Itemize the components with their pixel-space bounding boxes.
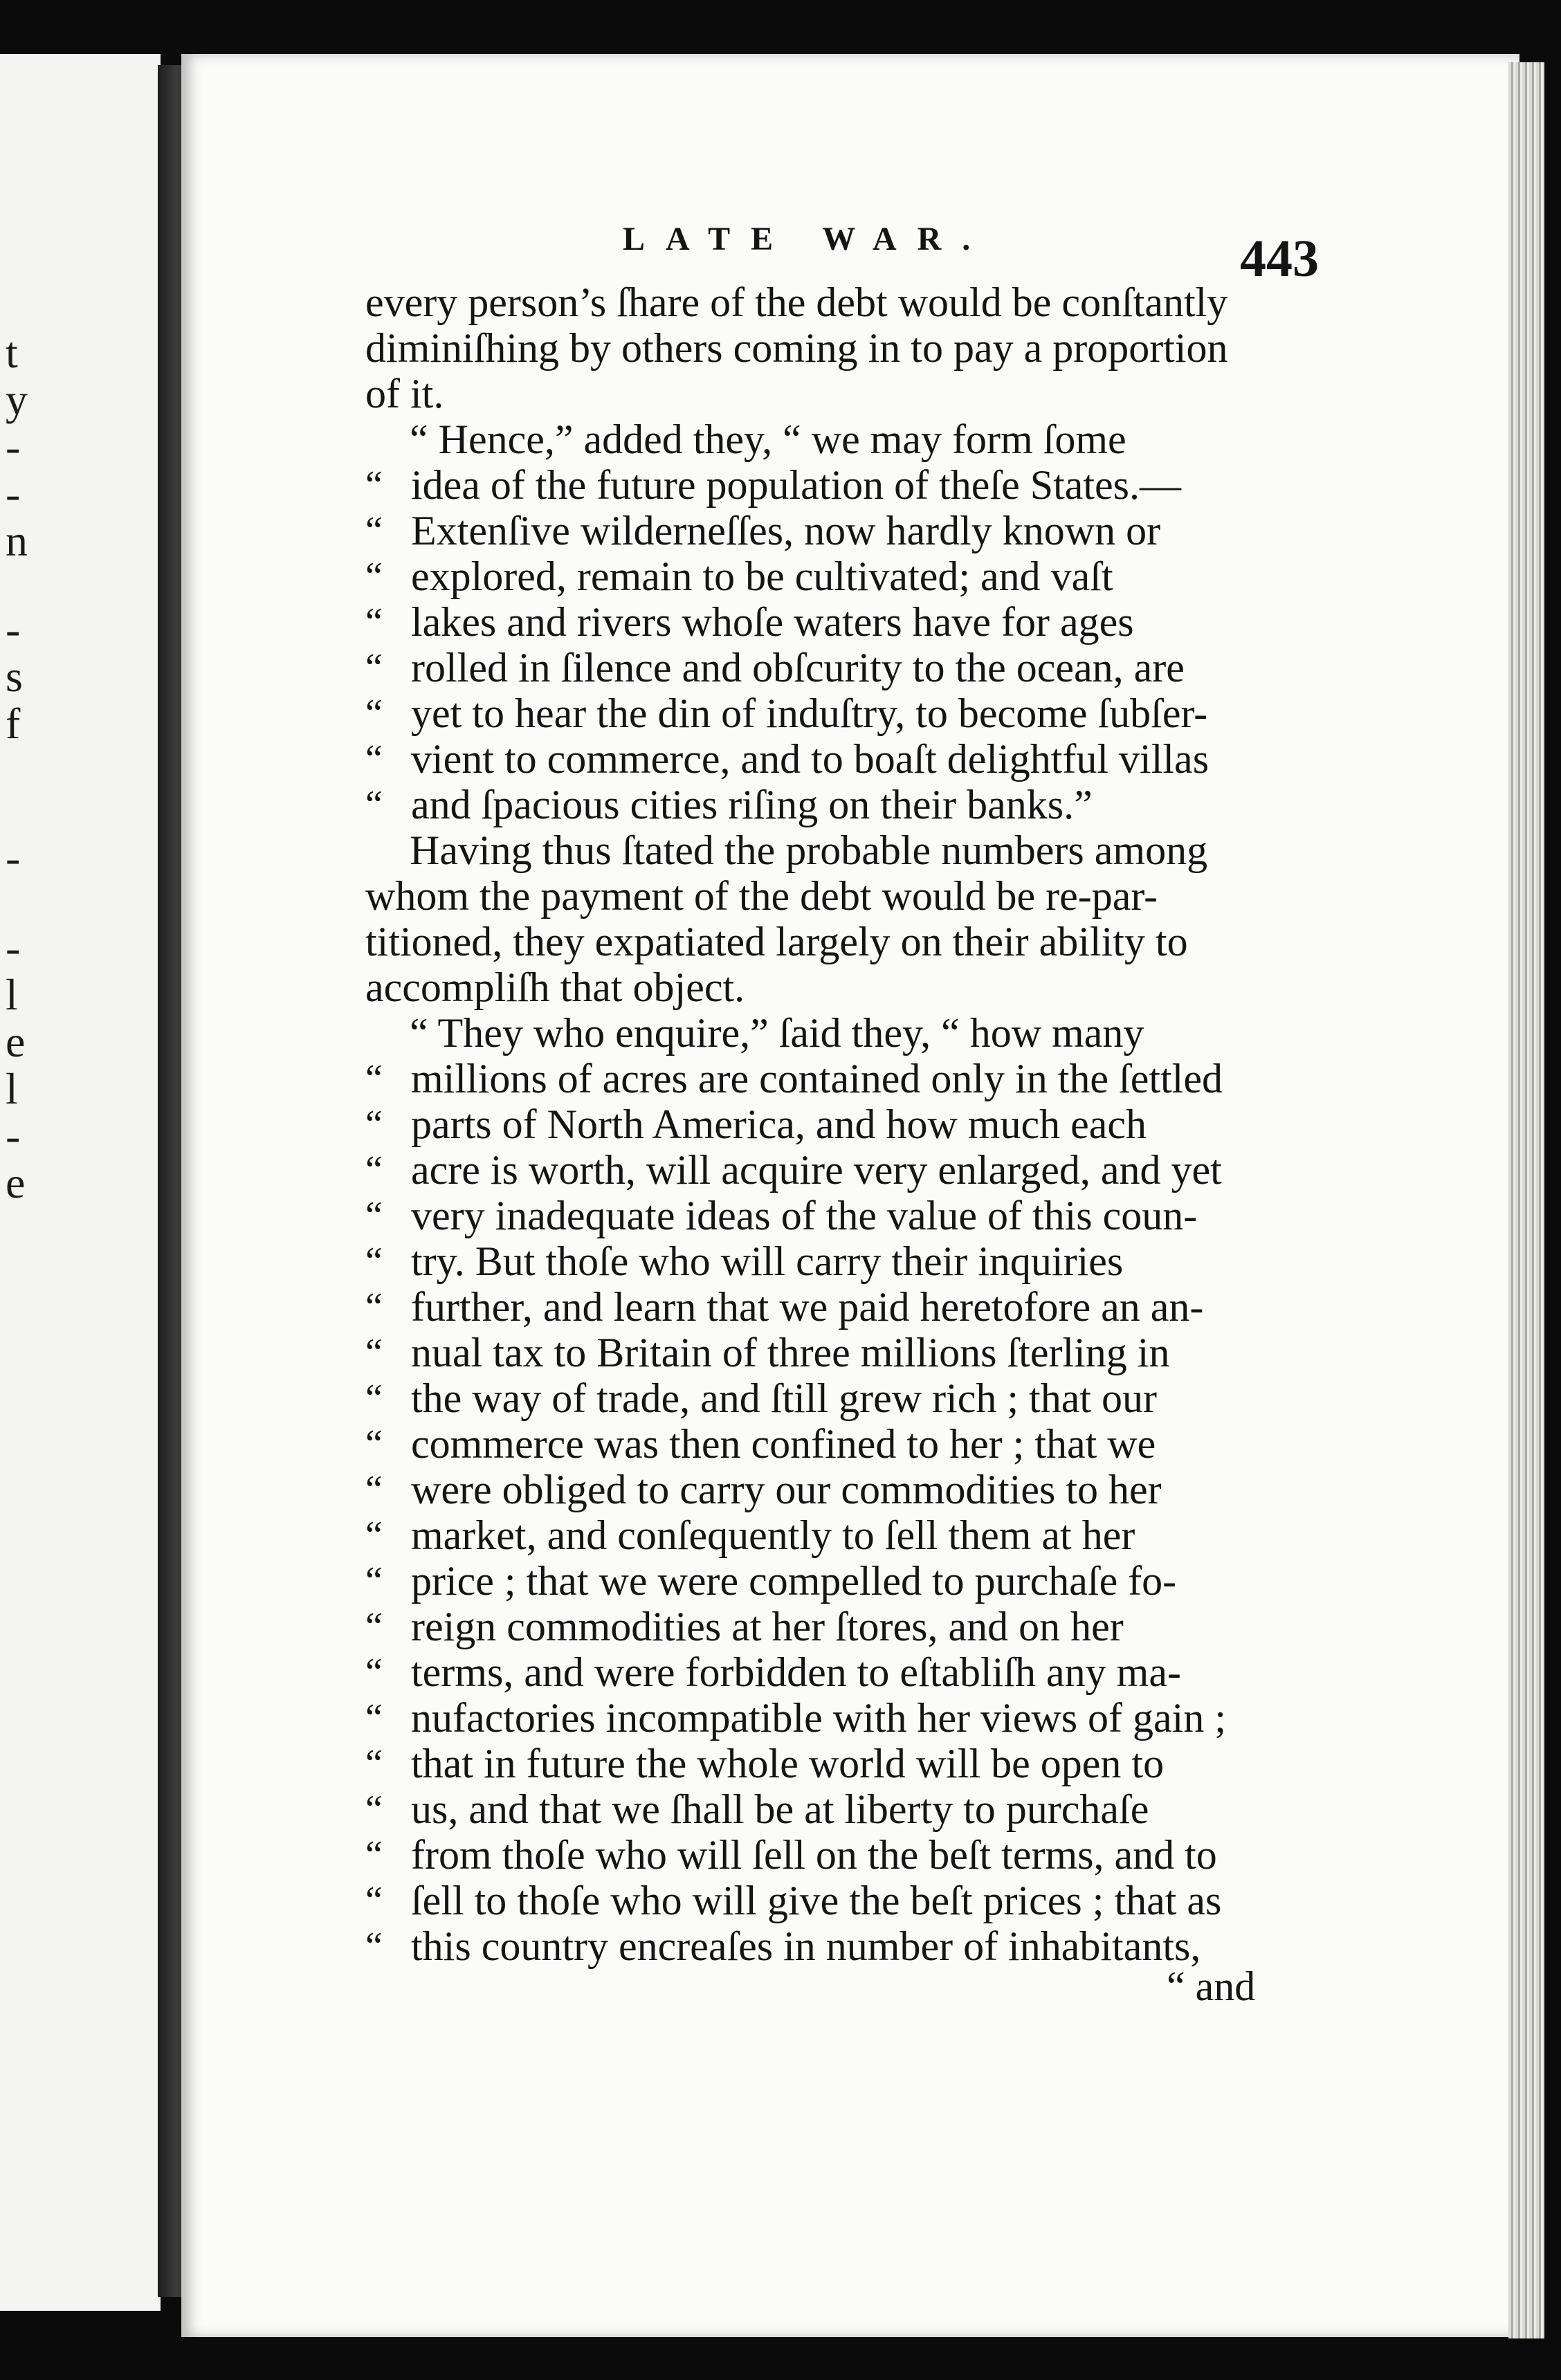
text-line (365, 1193, 1320, 1238)
fragment: n (6, 516, 28, 565)
marginal-quote-mark: “ (365, 1285, 383, 1328)
marginal-quote-mark: “ (365, 1377, 383, 1420)
marginal-quote-mark: “ (365, 1422, 383, 1465)
text-line (365, 1284, 1320, 1330)
marginal-quote-mark: “ (365, 601, 383, 643)
marginal-quote-mark: “ (365, 783, 383, 826)
line-text: very inadequate ideas of the value of this coun- (411, 1193, 1198, 1238)
fragment: - (6, 923, 21, 972)
text-line (365, 645, 1320, 690)
text-line (365, 690, 1320, 736)
text-line (365, 1238, 1320, 1284)
line-text: Extenſive wilderneſſes, now hardly known or (411, 508, 1161, 553)
line-text: and ſpacious cities riſing on their banks.” (411, 782, 1093, 827)
text-line (365, 1056, 1320, 1101)
marginal-quote-mark: “ (365, 1925, 383, 1968)
text-line (365, 508, 1320, 553)
text-line (365, 919, 1320, 964)
text-line (365, 1558, 1320, 1604)
catchword: “ and (1167, 1964, 1256, 2009)
marginal-quote-mark: “ (365, 1148, 383, 1191)
line-text: vient to commerce, and to boaſt delightful villas (411, 736, 1209, 782)
marginal-quote-mark: “ (365, 555, 383, 598)
fragment: e (6, 1017, 26, 1066)
text-line (365, 599, 1320, 645)
line-text: idea of the future population of theſe States.— (411, 462, 1182, 508)
line-text: nufactories incompatible with her views of gain ; (411, 1695, 1226, 1741)
text-line (365, 1741, 1320, 1786)
line-text: Having thus ſtated the probable numbers among (410, 827, 1208, 873)
marginal-quote-mark: “ (365, 1605, 383, 1648)
line-text: reign commodities at her ſtores, and on her (411, 1604, 1124, 1649)
marginal-quote-mark: “ (365, 509, 383, 552)
marginal-quote-mark: “ (365, 1103, 383, 1146)
fragment: e (6, 1158, 26, 1207)
text-line (365, 827, 1320, 873)
text-line (365, 1786, 1320, 1832)
running-head: LATE WAR. (623, 221, 992, 257)
line-text: “ Hence,” added they, “ we may form ſome (410, 416, 1126, 462)
line-text: of it. (365, 371, 444, 416)
line-text: yet to hear the din of induſtry, to become ſubſer- (411, 690, 1208, 736)
line-text: “ They who enquire,” ſaid they, “ how many (410, 1010, 1144, 1056)
text-line (365, 964, 1320, 1010)
line-text: market, and conſequently to ſell them at her (411, 1512, 1135, 1558)
text-line (365, 782, 1320, 827)
fragment: - (6, 833, 21, 882)
text-line (365, 1923, 1320, 1969)
line-text: rolled in ſilence and obſcurity to the ocean, are (411, 645, 1185, 690)
line-text: further, and learn that we paid heretofore an an- (411, 1284, 1204, 1330)
text-line (365, 736, 1320, 782)
marginal-quote-mark: “ (365, 646, 383, 689)
text-line (365, 1832, 1320, 1878)
text-line (365, 462, 1320, 508)
text-line (365, 1101, 1320, 1147)
line-text: that in future the whole world will be open to (411, 1741, 1165, 1786)
text-line (365, 325, 1320, 371)
line-text: parts of North America, and how much each (411, 1101, 1147, 1147)
line-text: us, and that we ſhall be at liberty to purchaſe (411, 1786, 1149, 1832)
marginal-quote-mark: “ (365, 1331, 383, 1374)
line-text: diminiſhing by others coming in to pay a proportion (365, 325, 1228, 371)
text-line (365, 873, 1320, 919)
fragment: - (6, 1111, 21, 1160)
text-line (365, 553, 1320, 599)
body-text-block (365, 280, 1320, 1969)
fragment: - (6, 605, 21, 654)
marginal-quote-mark: “ (365, 692, 383, 735)
line-text: ſell to thoſe who will give the beſt prices ; that as (411, 1878, 1222, 1923)
line-text: whom the payment of the debt would be re-par- (365, 873, 1158, 919)
marginal-quote-mark: “ (365, 1696, 383, 1739)
line-text: accompliſh that object. (365, 964, 745, 1010)
page-number: 443 (1240, 230, 1319, 288)
text-line (365, 371, 1320, 416)
marginal-quote-mark: “ (365, 1559, 383, 1602)
text-line (365, 1375, 1320, 1421)
text-line (365, 1147, 1320, 1193)
line-text: try. But thoſe who will carry their inquiries (411, 1238, 1124, 1284)
line-text: the way of trade, and ſtill grew rich ; that our (411, 1375, 1157, 1421)
line-text: from thoſe who will ſell on the beſt terms, and to (411, 1832, 1217, 1878)
previous-page (0, 54, 161, 2311)
marginal-quote-mark: “ (365, 1240, 383, 1283)
line-text: this country encreaſes in number of inhabitants, (411, 1923, 1201, 1969)
line-text: every person’s ſhare of the debt would be conſtantly (365, 280, 1228, 325)
fragment: l (6, 1064, 18, 1113)
marginal-quote-mark: “ (365, 1057, 383, 1100)
marginal-quote-mark: “ (365, 1194, 383, 1237)
fragment: t (6, 328, 18, 377)
marginal-quote-mark: “ (365, 1833, 383, 1876)
text-line (365, 1604, 1320, 1649)
line-text: lakes and rivers whoſe waters have for ages (411, 599, 1134, 645)
text-line (365, 1512, 1320, 1558)
fragment: y (6, 375, 28, 424)
line-text: explored, remain to be cultivated; and vaſt (411, 553, 1113, 599)
marginal-quote-mark: “ (365, 1742, 383, 1785)
text-line (365, 1330, 1320, 1375)
marginal-quote-mark: “ (365, 464, 383, 506)
text-line (365, 1695, 1320, 1741)
marginal-quote-mark: “ (365, 1468, 383, 1511)
line-text: terms, and were forbidden to eſtabliſh any ma- (411, 1649, 1181, 1695)
text-line (365, 1467, 1320, 1512)
line-text: price ; that we were compelled to purchaſe fo- (411, 1558, 1177, 1604)
text-line (365, 1878, 1320, 1923)
line-text: millions of acres are contained only in the ſettled (411, 1056, 1223, 1101)
fragment: s (6, 652, 23, 701)
text-line (365, 1649, 1320, 1695)
marginal-quote-mark: “ (365, 1514, 383, 1557)
fragment: - (6, 422, 21, 471)
line-text: acre is worth, will acquire very enlarged, and yet (411, 1147, 1222, 1193)
fragment: l (6, 970, 18, 1019)
line-text: were obliged to carry our commodities to her (411, 1467, 1162, 1512)
marginal-quote-mark: “ (365, 1879, 383, 1922)
line-text: titioned, they expatiated largely on their ability to (365, 919, 1188, 964)
text-line (365, 280, 1320, 325)
fragment: f (6, 699, 21, 748)
text-line (365, 1421, 1320, 1467)
marginal-quote-mark: “ (365, 1651, 383, 1694)
marginal-quote-mark: “ (365, 738, 383, 780)
text-line (365, 1010, 1320, 1056)
page-edges (1508, 62, 1544, 2338)
fragment: - (6, 469, 21, 518)
text-line (365, 416, 1320, 462)
marginal-quote-mark: “ (365, 1788, 383, 1831)
line-text: commerce was then confined to her ; that we (411, 1421, 1156, 1467)
line-text: nual tax to Britain of three millions ſterling in (411, 1330, 1170, 1375)
